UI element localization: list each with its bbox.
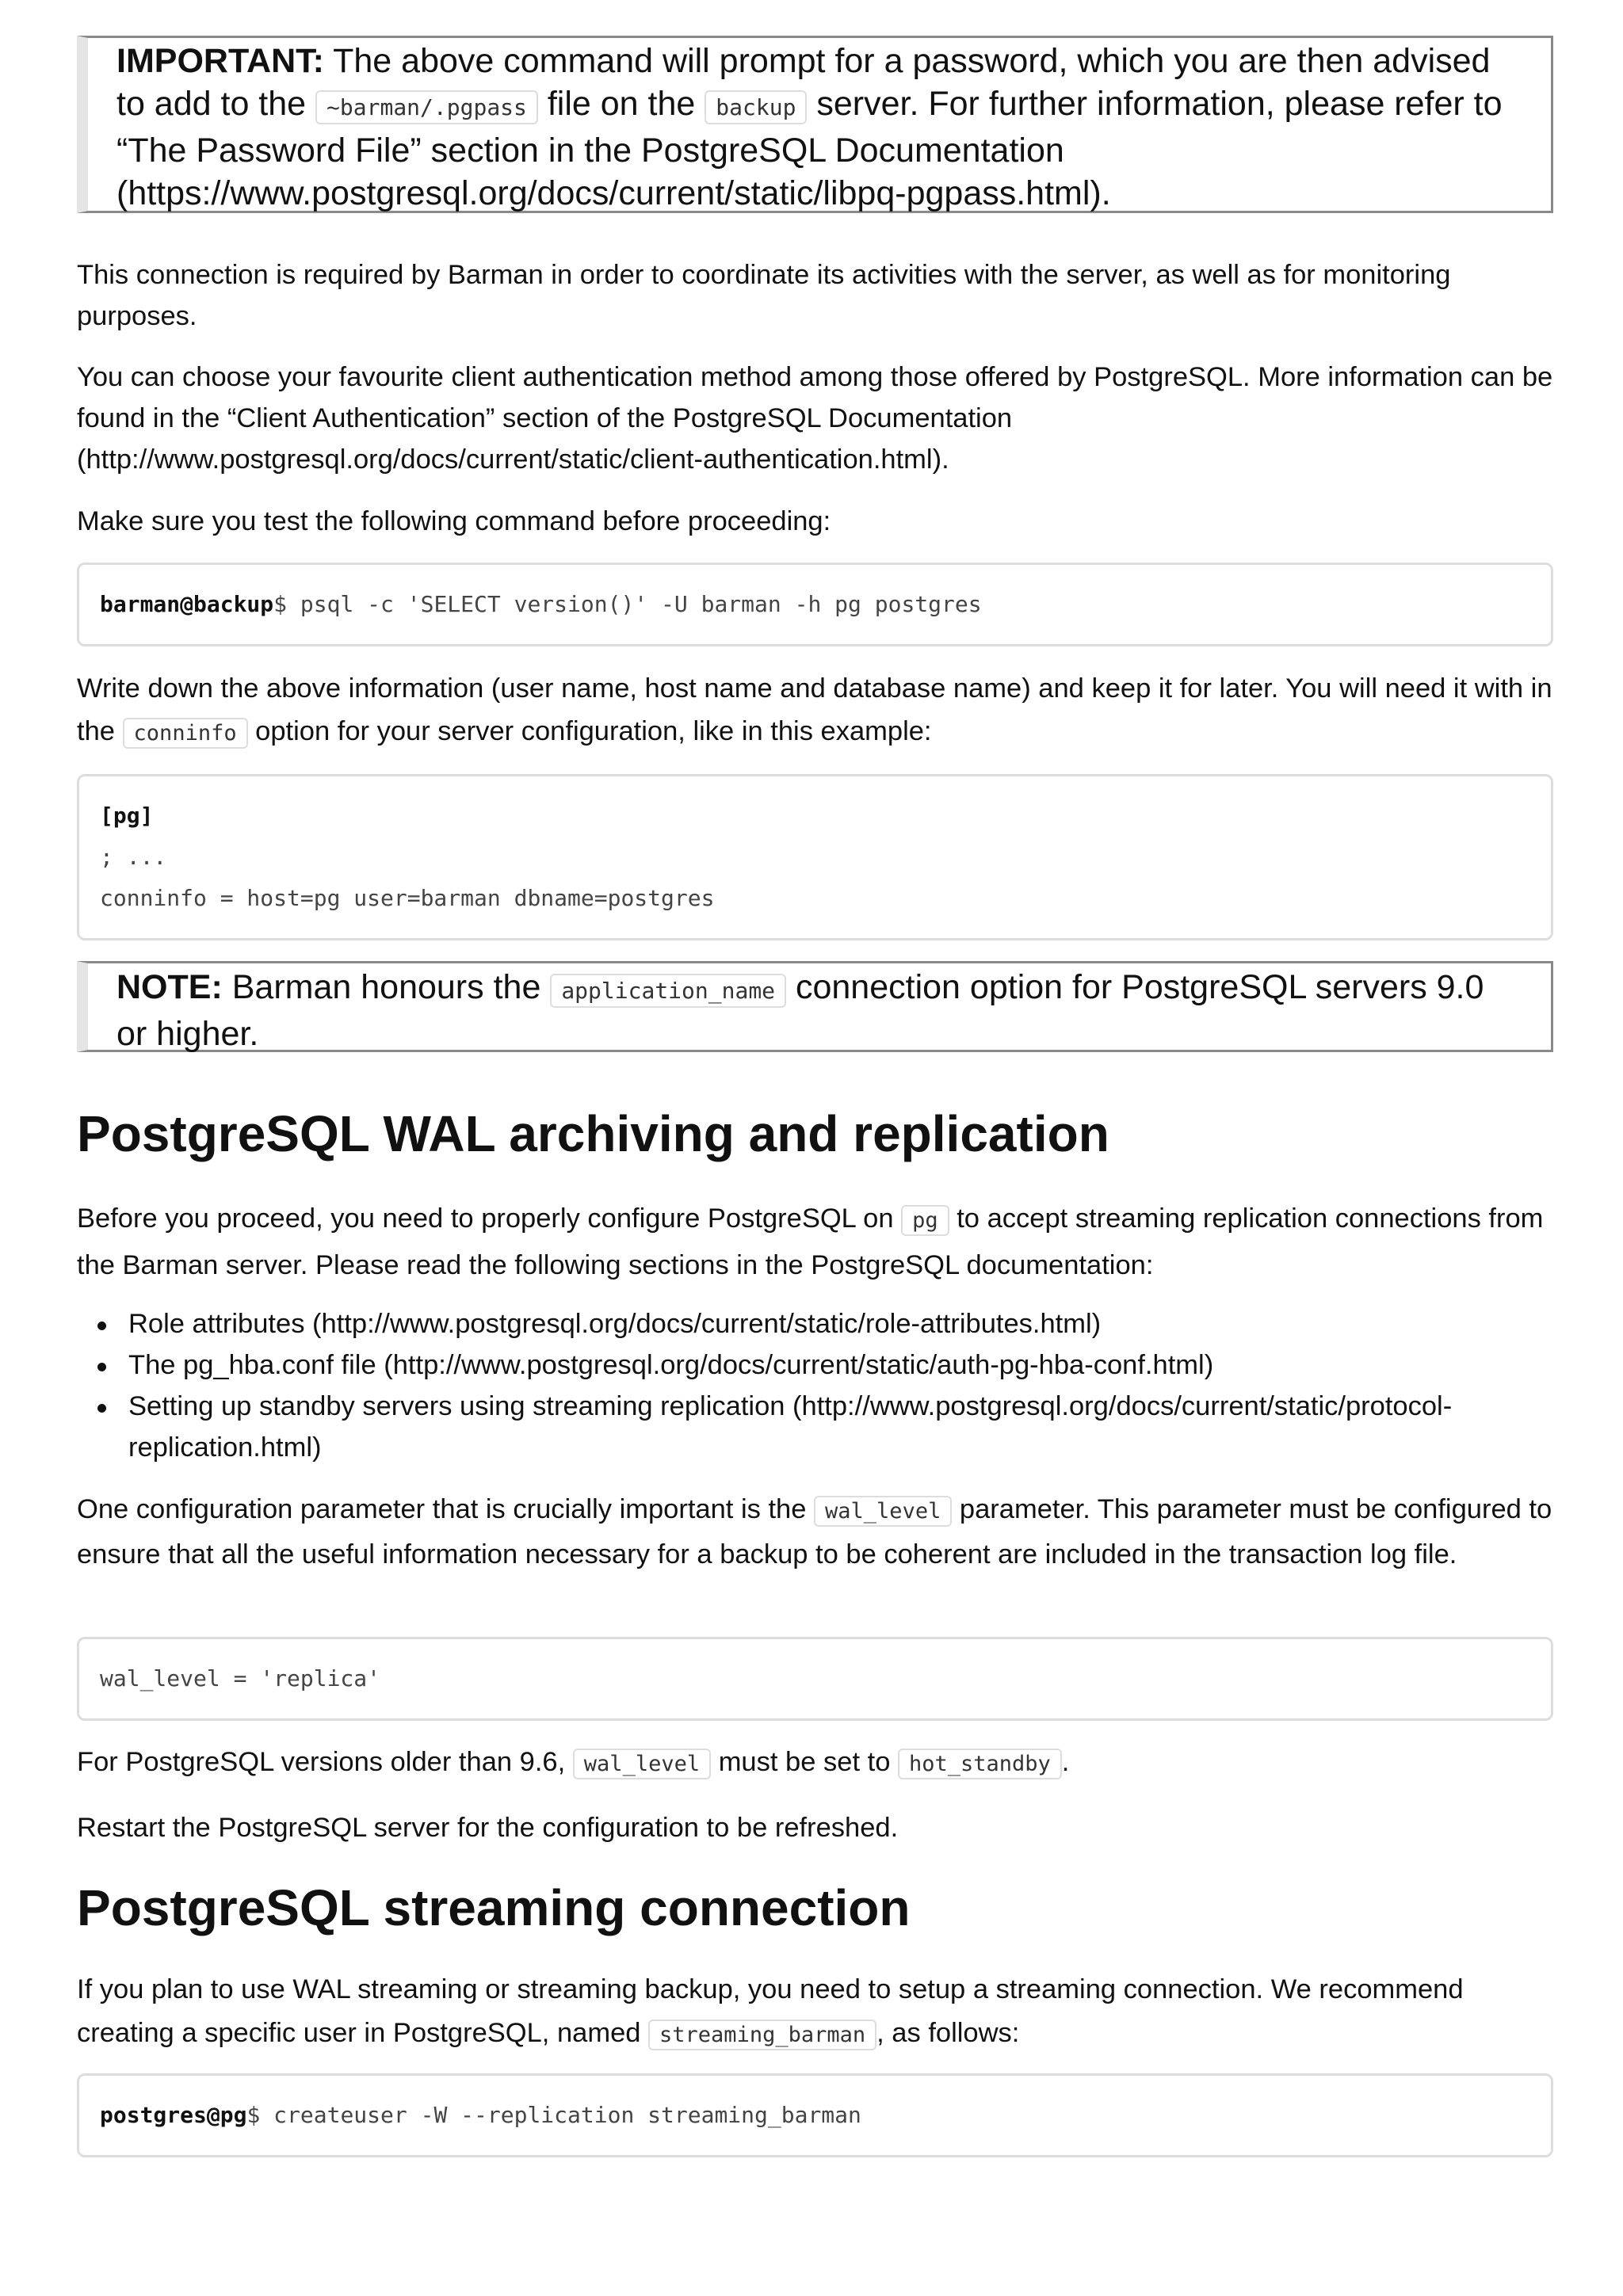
paragraph-text: parameter. This parameter must be configured to ensure that all the useful information necessary for a backup to be coherent are included in the transaction log file. (77, 1494, 1552, 1569)
paragraph-text: Before you proceed, you need to properly configure PostgreSQL on (77, 1203, 902, 1234)
wal-level-code: wal_level (814, 1496, 952, 1527)
important-text: server. For further information, please refer to “The Password File” section in the PostgreSQL Documentation (https://www.postgresql.org/docs/current/static/libpq-pgpass.html). (116, 85, 1503, 212)
list-item: Role attributes (http://www.postgresql.org/docs/current/static/role-attributes.html) (77, 1303, 1553, 1344)
paragraph-text: . (1061, 1747, 1070, 1777)
code-command: $ createuser -W --replication streaming_barman (246, 2102, 861, 2128)
important-callout (77, 36, 1553, 213)
backup-server-code: backup (705, 90, 807, 124)
paragraph-text: Write down the above information (user name, host name and database name) and keep it for later. You will need it with in the (77, 673, 1552, 746)
paragraph-text: If you plan to use WAL streaming or streaming backup, you need to setup a streaming connection. We recommend creating a specific user in PostgreSQL, named (77, 1974, 1464, 2048)
before-proceed-paragraph (77, 1196, 1553, 1287)
wal-level-code-block (77, 1637, 1553, 1721)
streaming-paragraph (77, 1968, 1553, 2057)
list-item: Setting up standby servers using streaming replication (http://www.postgresql.org/docs/current/static/protocol-replication.html) (77, 1386, 1553, 1468)
important-label: IMPORTANT: (116, 42, 324, 80)
wal-archiving-heading: PostgreSQL WAL archiving and replication (77, 1105, 1109, 1162)
wal-level-paragraph (77, 1488, 1553, 1577)
write-down-paragraph (77, 667, 1553, 755)
documentation-links-list (77, 1303, 1553, 1468)
restart-paragraph: Restart the PostgreSQL server for the configuration to be refreshed. (77, 1813, 899, 1843)
older-versions-paragraph (77, 1741, 1553, 1785)
wal-level-code: wal_level (573, 1749, 711, 1779)
list-item: The pg_hba.conf file (http://www.postgresql.org/docs/current/static/auth-pg-hba-conf.html) (77, 1344, 1553, 1386)
paragraph-text: to accept streaming replication connections from the Barman server. Please read the following sections in the PostgreSQL documentation: (77, 1203, 1544, 1280)
pg-host-code: pg (901, 1205, 949, 1236)
conninfo-code-block (77, 774, 1553, 940)
streaming-connection-heading: PostgreSQL streaming connection (77, 1879, 911, 1936)
code-command: $ psql -c 'SELECT version()' -U barman -h pg postgres (273, 591, 982, 617)
application-name-code: application_name (550, 974, 786, 1008)
hot-standby-code: hot_standby (898, 1749, 1062, 1779)
important-text: The above command will prompt for a password, which you are then advised to add to the (116, 42, 1491, 123)
code-conninfo-line: conninfo = host=pg user=barman dbname=postgres (100, 885, 715, 911)
test-command-paragraph: Make sure you test the following command before proceeding: (77, 506, 831, 536)
createuser-code-block (77, 2073, 1553, 2157)
important-text: file on the (537, 85, 705, 123)
pgpass-file-code: ~barman/.pgpass (315, 90, 538, 124)
code-comment: ; ... (100, 844, 167, 870)
note-callout (77, 961, 1553, 1052)
paragraph-text: option for your server configuration, like in this example: (247, 716, 932, 746)
streaming-barman-code: streaming_barman (648, 2019, 876, 2050)
code-wal-level-line: wal_level = 'replica' (100, 1665, 381, 1691)
code-prompt: postgres@pg (100, 2102, 247, 2128)
code-section: [pg] (100, 803, 154, 829)
note-text: connection option for PostgreSQL servers 9.0 or higher. (116, 968, 1484, 1053)
conninfo-code: conninfo (123, 718, 248, 749)
connection-paragraph: This connection is required by Barman in order to coordinate its activities with the server, as well as for monitoring purposes. (77, 260, 1451, 331)
paragraph-text: , as follows: (876, 2018, 1020, 2048)
code-prompt: barman@backup (100, 591, 274, 617)
paragraph-text: must be set to (711, 1747, 898, 1777)
note-text: Barman honours the (222, 968, 551, 1006)
paragraph-text: For PostgreSQL versions older than 9.6, (77, 1747, 573, 1777)
psql-code-block (77, 563, 1553, 646)
paragraph-text: One configuration parameter that is crucially important is the (77, 1494, 815, 1524)
note-label: NOTE: (116, 968, 223, 1006)
authentication-paragraph: You can choose your favourite client authentication method among those offered by PostgreSQL. More information can be found in the “Client Authentication” section of the PostgreSQL Documentation (http://www.postgresql.org/docs/current/static/client-authentication.html). (77, 362, 1553, 475)
